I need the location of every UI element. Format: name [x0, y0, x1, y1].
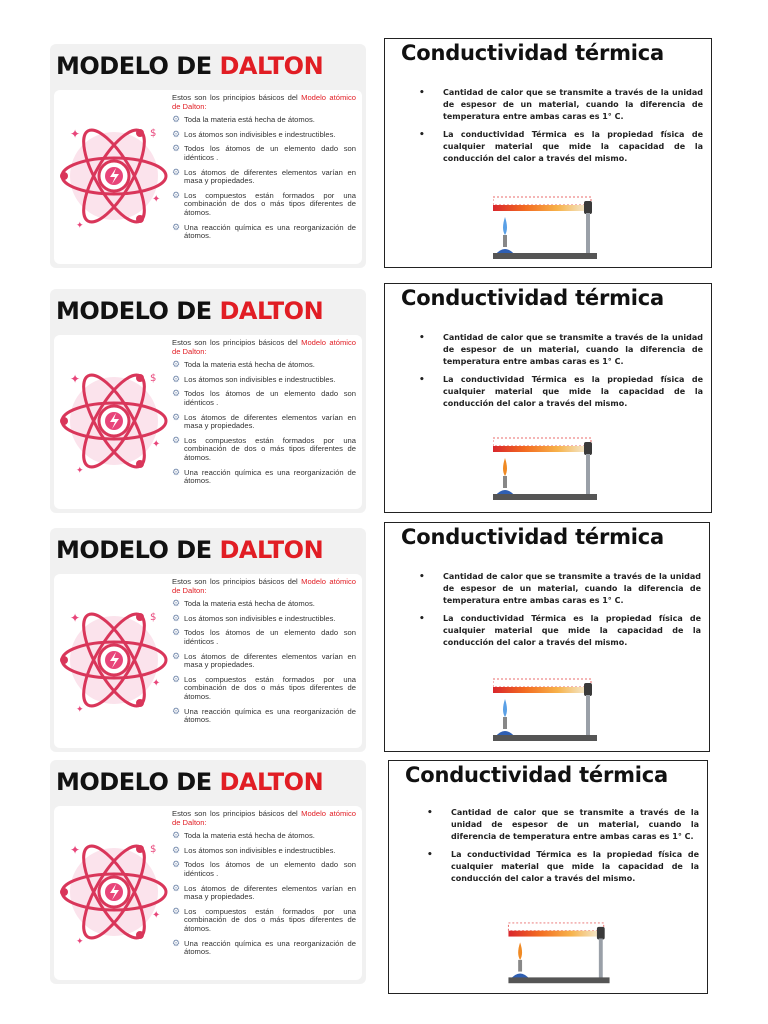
dalton-title: MODELO DE DALTON — [56, 297, 324, 325]
principle-item: ⚙ Los átomos son indivisibles e indestructibles. — [172, 612, 336, 623]
dalton-text — [172, 339, 356, 492]
dalton-content-panel — [54, 806, 362, 980]
gear-icon: ⚙ — [172, 673, 181, 684]
gear-icon: ⚙ — [172, 830, 181, 841]
gear-icon: ⚙ — [172, 373, 181, 384]
gear-icon: ⚙ — [172, 388, 181, 399]
gear-icon: ⚙ — [172, 128, 181, 139]
card-row-4 — [0, 754, 768, 1004]
conductividad-bullet: • Cantidad de calor que se transmite a través de la unidad de espesor de un material, cuando la diferencia de temperatura entre ambas caras es 1° C. — [419, 88, 703, 121]
conductividad-list — [419, 332, 703, 416]
atom-icon — [56, 822, 172, 962]
principle-item: ⚙ Toda la materia está hecha de átomos. — [172, 114, 315, 125]
principle-item: ⚙ Una reacción química es una reorganización de átomos. — [172, 705, 356, 725]
dalton-text — [172, 94, 356, 247]
svg-text:✦: ✦ — [152, 194, 161, 205]
principle-item: ⚙ Los compuestos están formados por una combinación de dos o más tipos diferentes de átomos. — [172, 673, 356, 701]
conductividad-title: Conductividad térmica — [401, 286, 665, 310]
svg-text:✦: ✦ — [76, 466, 84, 476]
conductividad-card — [388, 760, 708, 994]
svg-text:✦: ✦ — [70, 843, 81, 857]
conductividad-card — [384, 38, 712, 268]
principle-item: ⚙ Los átomos de diferentes elementos varían en masa y propiedades. — [172, 882, 356, 902]
gear-icon: ⚙ — [172, 937, 181, 948]
principle-item: ⚙ Los átomos son indivisibles e indestructibles. — [172, 128, 336, 139]
heated-bar-icon — [499, 921, 619, 991]
svg-text:✦: ✦ — [70, 127, 81, 141]
card-row-3 — [0, 522, 768, 762]
heated-bar-icon — [493, 677, 597, 749]
atom-icon — [56, 590, 172, 730]
gear-icon: ⚙ — [172, 221, 181, 232]
gear-icon: ⚙ — [172, 166, 181, 177]
gear-icon: ⚙ — [172, 705, 181, 716]
gear-icon: ⚙ — [172, 143, 181, 154]
dalton-card — [50, 289, 366, 513]
conductividad-bullet: • Cantidad de calor que se transmite a través de la unidad de espesor de un material, cuando la diferencia de temperatura entre ambas caras es 1° C. — [419, 572, 701, 605]
dalton-card — [50, 528, 366, 752]
heated-bar-icon — [493, 195, 597, 267]
svg-text:✦: ✦ — [76, 937, 84, 947]
atom-icon — [56, 351, 172, 491]
svg-text:✦: ✦ — [70, 372, 81, 386]
gear-icon: ⚙ — [172, 411, 181, 422]
principle-item: ⚙ Los átomos son indivisibles e indestructibles. — [172, 844, 336, 855]
conductividad-bullet: • La conductividad Térmica es la propiedad física de cualquier material que mide la capacidad de la conducción del calor a través del mismo. — [419, 130, 703, 163]
principle-item: ⚙ Toda la materia está hecha de átomos. — [172, 359, 315, 370]
conductividad-bullet: • Cantidad de calor que se transmite a través de la unidad de espesor de un material, cuando la diferencia de temperatura entre ambas caras es 1° C. — [427, 808, 699, 841]
gear-icon: ⚙ — [172, 189, 181, 200]
principle-item: ⚙ Todos los átomos de un elemento dado son idénticos . — [172, 143, 356, 162]
conductividad-bullet: • La conductividad Térmica es la propiedad física de cualquier material que mide la capacidad de la conducción del calor a través del mismo. — [427, 850, 699, 883]
card-row-2 — [0, 283, 768, 523]
conductividad-title: Conductividad térmica — [401, 41, 665, 65]
dalton-content-panel — [54, 574, 362, 748]
conductividad-card — [384, 522, 710, 752]
gear-icon: ⚙ — [172, 466, 181, 477]
gear-icon: ⚙ — [172, 859, 181, 870]
principle-item: ⚙ Los átomos son indivisibles e indestructibles. — [172, 373, 336, 384]
conductividad-title: Conductividad térmica — [401, 525, 665, 549]
dalton-title: MODELO DE DALTON — [56, 768, 324, 796]
principle-item: ⚙ Los compuestos están formados por una combinación de dos o más tipos diferentes de átomos. — [172, 189, 356, 217]
dalton-intro: Estos son los principios básicos del Modelo atómico de Dalton: — [172, 577, 356, 595]
svg-text:$: $ — [150, 128, 157, 139]
gear-icon: ⚙ — [172, 882, 181, 893]
conductividad-bullet: • La conductividad Térmica es la propiedad física de cualquier material que mide la capacidad de la conducción del calor a través del mismo. — [419, 614, 701, 647]
dalton-intro: Estos son los principios básicos del Modelo atómico de Dalton: — [172, 809, 356, 827]
dalton-content-panel — [54, 335, 362, 509]
atom-icon — [56, 106, 172, 246]
svg-text:✦: ✦ — [70, 611, 81, 625]
svg-text:✦: ✦ — [152, 678, 161, 689]
svg-text:✦: ✦ — [76, 705, 84, 715]
dalton-intro: Estos son los principios básicos del Modelo atómico de Dalton: — [172, 93, 356, 111]
principle-item: ⚙ Todos los átomos de un elemento dado son idénticos . — [172, 627, 356, 646]
svg-text:✦: ✦ — [76, 221, 84, 231]
gear-icon: ⚙ — [172, 650, 181, 661]
principle-item: ⚙ Toda la materia está hecha de átomos. — [172, 830, 315, 841]
svg-text:$: $ — [150, 612, 157, 623]
svg-text:✦: ✦ — [152, 439, 161, 450]
svg-text:$: $ — [150, 373, 157, 384]
card-row-1 — [0, 38, 768, 278]
conductividad-list — [419, 87, 703, 171]
dalton-content-panel — [54, 90, 362, 264]
principle-item: ⚙ Los átomos de diferentes elementos varían en masa y propiedades. — [172, 411, 356, 431]
svg-text:✦: ✦ — [152, 910, 161, 921]
dalton-text — [172, 810, 356, 963]
dalton-card — [50, 44, 366, 268]
principle-item: ⚙ Una reacción química es una reorganización de átomos. — [172, 466, 356, 486]
conductividad-title: Conductividad térmica — [405, 763, 669, 787]
gear-icon: ⚙ — [172, 612, 181, 623]
conductividad-list — [419, 571, 701, 655]
conductividad-bullet: • La conductividad Térmica es la propiedad física de cualquier material que mide la capacidad de la conducción del calor a través del mismo. — [419, 375, 703, 408]
principle-item: ⚙ Los compuestos están formados por una combinación de dos o más tipos diferentes de átomos. — [172, 434, 356, 462]
principle-item: ⚙ Una reacción química es una reorganización de átomos. — [172, 221, 356, 241]
heated-bar-icon — [493, 436, 597, 508]
dalton-title: MODELO DE DALTON — [56, 536, 324, 564]
principle-item: ⚙ Los átomos de diferentes elementos varían en masa y propiedades. — [172, 166, 356, 186]
gear-icon: ⚙ — [172, 114, 181, 125]
principle-item: ⚙ Todos los átomos de un elemento dado son idénticos . — [172, 859, 356, 878]
gear-icon: ⚙ — [172, 844, 181, 855]
gear-icon: ⚙ — [172, 359, 181, 370]
principle-item: ⚙ Toda la materia está hecha de átomos. — [172, 598, 315, 609]
svg-text:$: $ — [150, 844, 157, 855]
gear-icon: ⚙ — [172, 434, 181, 445]
gear-icon: ⚙ — [172, 627, 181, 638]
conductividad-card — [384, 283, 712, 513]
dalton-card — [50, 760, 366, 984]
conductividad-bullet: • Cantidad de calor que se transmite a través de la unidad de espesor de un material, cuando la diferencia de temperatura entre ambas caras es 1° C. — [419, 333, 703, 366]
dalton-intro: Estos son los principios básicos del Modelo atómico de Dalton: — [172, 338, 356, 356]
gear-icon: ⚙ — [172, 598, 181, 609]
principle-item: ⚙ Una reacción química es una reorganización de átomos. — [172, 937, 356, 957]
conductividad-list — [427, 807, 699, 891]
gear-icon: ⚙ — [172, 905, 181, 916]
dalton-text — [172, 578, 356, 731]
principle-item: ⚙ Todos los átomos de un elemento dado son idénticos . — [172, 388, 356, 407]
principle-item: ⚙ Los compuestos están formados por una combinación de dos o más tipos diferentes de átomos. — [172, 905, 356, 933]
dalton-title: MODELO DE DALTON — [56, 52, 324, 80]
principle-item: ⚙ Los átomos de diferentes elementos varían en masa y propiedades. — [172, 650, 356, 670]
